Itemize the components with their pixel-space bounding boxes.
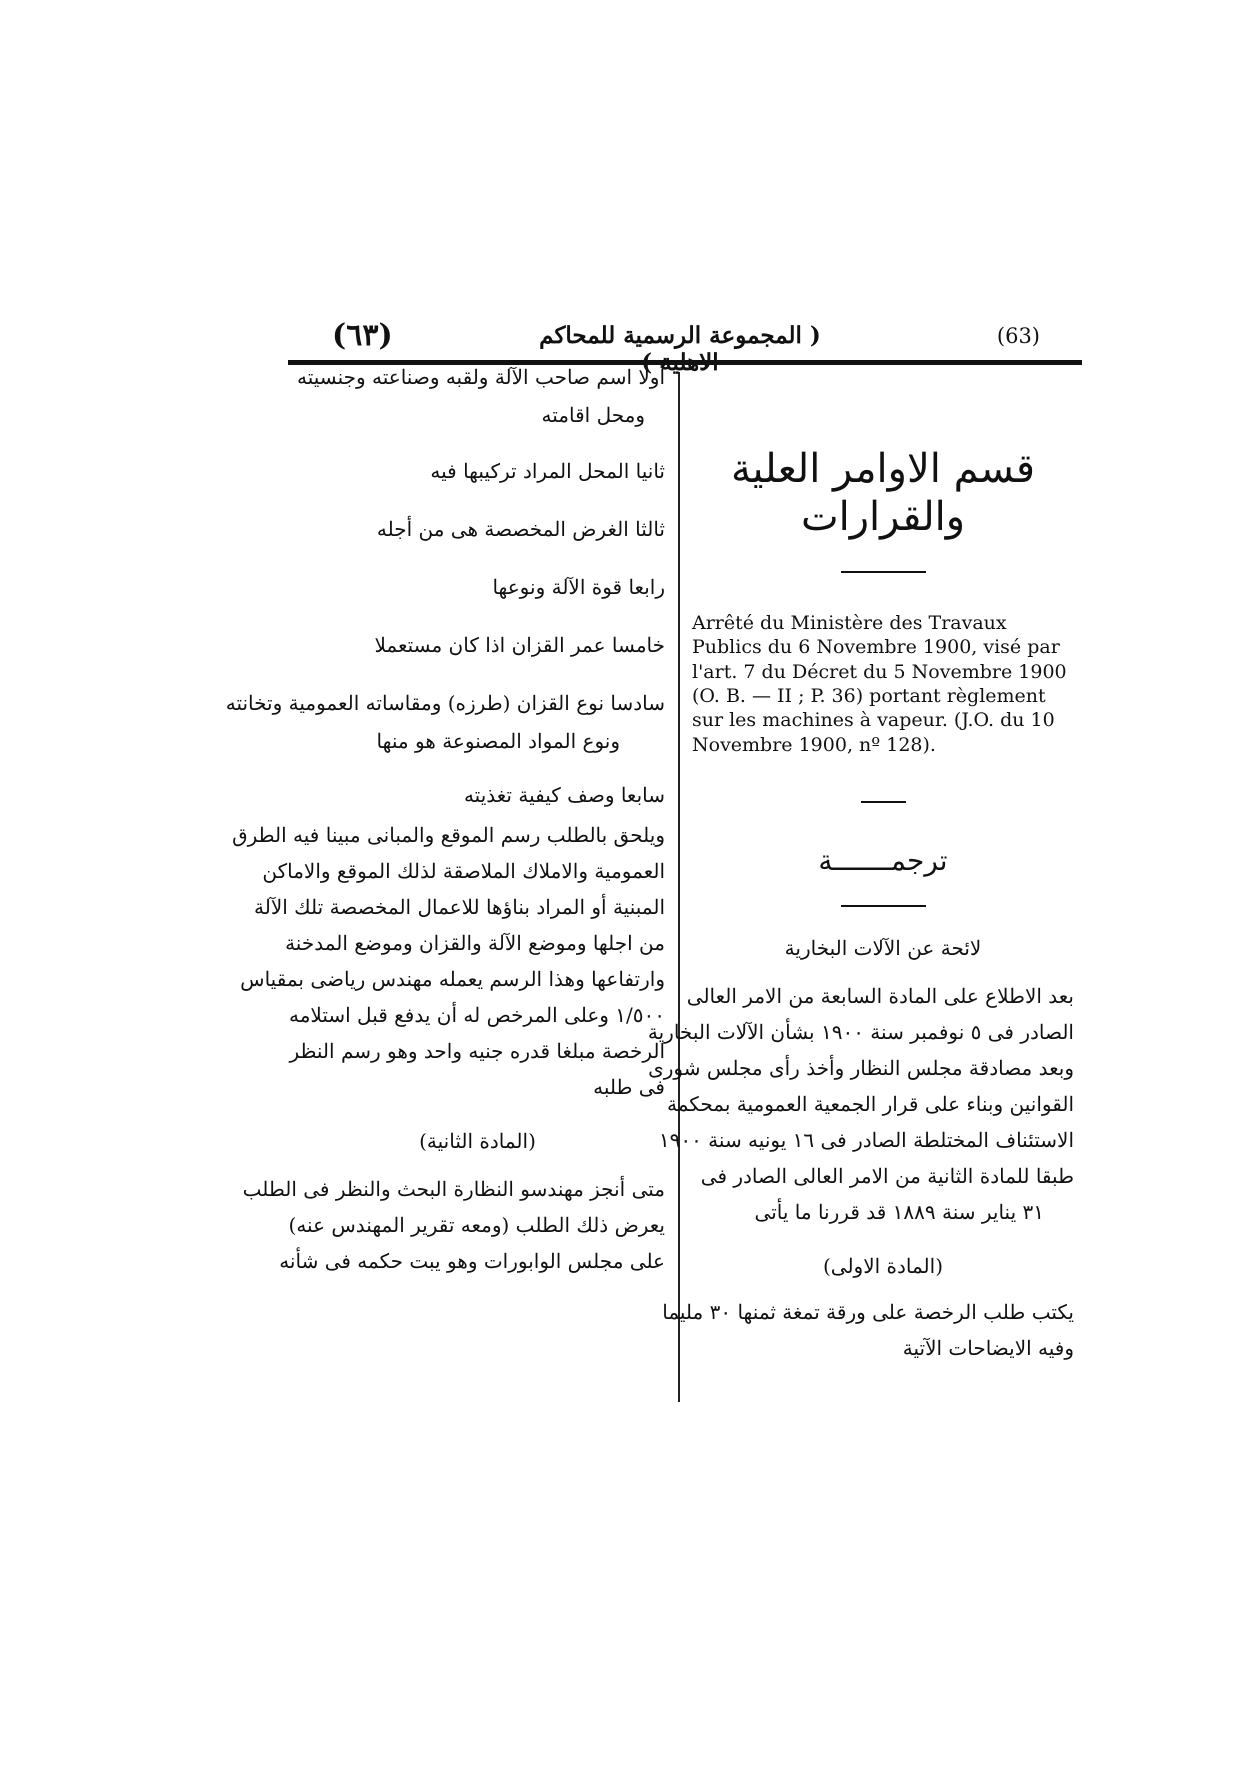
paragraph-line: المبنية أو المراد بناؤها للاعمال المخصصة تلك الآلة [254,895,665,919]
paragraph-line: من اجلها وموضع الآلة والقزان وموضع المدخنة [285,931,665,955]
article-one-heading: (المادة الاولى) [822,1254,944,1279]
article-two-heading: (المادة الثانية) [419,1129,536,1153]
paragraph-line: الصادر فى ٥ نوفمبر سنة ١٩٠٠ بشأن الآلات البخارية [647,1020,1074,1045]
note-divider [861,801,906,803]
list-item: ثانيا المحل المراد تركيبها فيه [430,459,665,483]
list-item: ثالثا الغرض المخصصة هى من أجله [376,517,665,541]
left-column [225,365,665,1274]
list-item: سابعا وصف كيفية تغذيته [463,783,665,807]
paragraph-line: وارتفاعها وهذا الرسم يعمله مهندس رياضى بمقياس [240,967,665,991]
article-two-body [242,1176,665,1274]
preamble [647,983,1074,1225]
page-number-latin: (63) [996,324,1040,348]
paragraph-line: وبعد مصادقة مجلس النظار وأخذ رأى مجلس شورى [648,1056,1074,1081]
column-divider [678,372,680,1402]
list-item: رابعا قوة الآلة ونوعها [492,575,665,599]
paragraph-line: الاستئناف المختلطة الصادر فى ١٦ يونيه سنة ١٩٠٠ [658,1128,1074,1153]
regulation-title: لائحة عن الآلات البخارية [784,936,982,961]
paragraph-line: وفيه الايضاحات الآتية [902,1336,1074,1361]
attachment-paragraph [232,822,665,1100]
paragraph-line: على مجلس الوابورات وهو يبت حكمه فى شأنه [279,1249,665,1273]
article-one-body [662,1299,1074,1361]
list-item-continuation: ونوع المواد المصنوعة هو منها [376,729,620,753]
paragraph-line: يعرض ذلك الطلب (ومعه تقرير المهندس عنه) [288,1213,665,1237]
running-title: ( المجموعة الرسمية للمحاكم [539,322,821,349]
page-number-arabic: (٦٣) [332,318,393,353]
section-divider [841,571,926,573]
section-title: قسم الاوامر العلية والقرارات [730,446,1036,540]
paragraph-line: الرخصة مبلغا قدره جنيه واحد وهو رسم النظر [289,1039,665,1063]
paragraph-line: ويلحق بالطلب رسم الموقع والمبانى مبينا فيه الطرق [232,823,665,847]
paragraph-line: متى أنجز مهندسو النظارة البحث والنظر فى الطلب [242,1177,665,1201]
list-item: سادسا نوع القزان (طرزه) ومقاساته العمومية وتخانته [225,691,665,715]
list-item: خامسا عمر القزان اذا كان مستعملا [374,633,665,657]
paragraph-line: العمومية والاملاك الملاصقة لذلك الموقع والاماكن [262,859,665,883]
paragraph-line: فى طلبه [593,1075,665,1099]
list-item: أولا اسم صاحب الآلة ولقبه وصناعته وجنسيته [296,365,665,389]
translation-divider [841,905,926,907]
translation-heading: ترجمـــــــة [818,843,948,877]
paragraph-line: يكتب طلب الرخصة على ورقة تمغة ثمنها ٣٠ مليما [662,1300,1074,1325]
paragraph-line: ٣١ يناير سنة ١٨٨٩ قد قررنا ما يأتى [754,1200,1044,1225]
page-header [290,318,1070,364]
paragraph-line: ١/٥٠٠ وعلى المرخص له أن يدفع قبل استلامه [288,1003,665,1027]
paragraph-line: بعد الاطلاع على المادة السابعة من الامر العالى [686,984,1074,1009]
paragraph-line: القوانين وبناء على قرار الجمعية العمومية بمحكمة [667,1092,1074,1117]
paragraph-line: طبقا للمادة الثانية من الامر العالى الصادر فى [700,1164,1074,1189]
right-column [647,400,1074,1361]
list-item-continuation: ومحل اقامته [541,403,645,427]
requirements-list [225,364,665,808]
french-note: Arrêté du Ministère des Travaux Publics du 6 Novembre 1900, visé par l'art. 7 du Décret du 5 Novembre 1900 (O. B. — II ; P. 36) portant règlement sur les machines à vapeur. (J.O. du 10 Novembre 1900, nº 128). [692,612,1067,756]
